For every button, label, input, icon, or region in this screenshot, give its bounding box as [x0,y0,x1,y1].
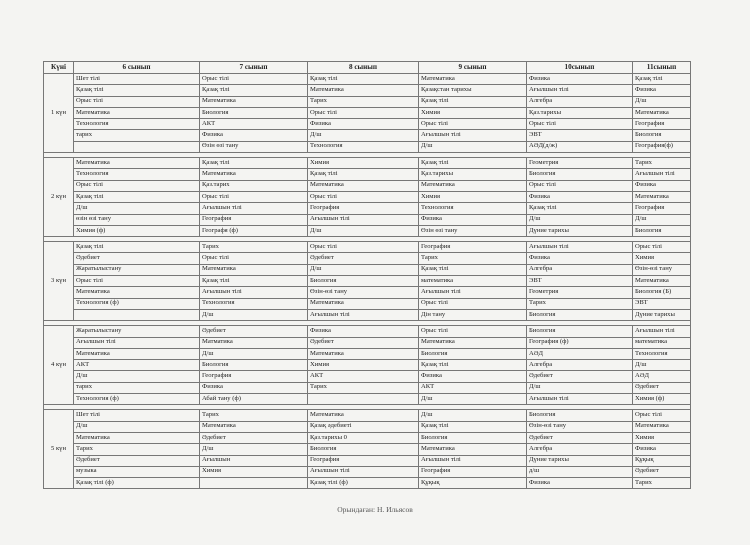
day-label: 2 күн [44,158,74,237]
lesson-cell: Қаз.тарихы [419,169,527,180]
lesson-cell: Қазақ тілі [419,264,527,275]
lesson-cell: Тарих [633,478,691,489]
lesson-cell: Ағылшын тілі [633,169,691,180]
footer-signature: Орындаған: Н. Ильясов [337,505,413,514]
lesson-cell: Құқық [419,478,527,489]
lesson-cell: Матматика [200,337,308,348]
lesson-cell: Қазақ тілі [633,74,691,85]
lesson-cell: өзін өзі тану [74,214,200,225]
lesson-cell: Ағылшын тілі [527,85,633,96]
schedule-row [44,444,691,455]
lesson-cell: География [419,242,527,253]
lesson-cell: Қаз.тарихы [527,107,633,118]
lesson-cell: Математика [74,287,200,298]
lesson-cell: математика [633,337,691,348]
lesson-cell: География [200,214,308,225]
lesson-cell: Технология [419,203,527,214]
lesson-cell: Физика [633,180,691,191]
schedule-row [44,421,691,432]
lesson-cell: Химия (ф) [633,394,691,405]
lesson-cell: АӘД [527,348,633,359]
lesson-cell: Тарих [308,382,419,393]
lesson-cell: Алгебра [527,444,633,455]
lesson-cell: Физика [527,478,633,489]
lesson-cell: Д/ш [527,214,633,225]
lesson-cell: Әдебиет [633,382,691,393]
lesson-cell: География [200,371,308,382]
lesson-cell: Қазақ тілі [419,96,527,107]
schedule-row [44,478,691,489]
lesson-cell: Орыс тілі [74,180,200,191]
lesson-cell: Алгебра [527,360,633,371]
lesson-cell: Биология [527,309,633,320]
lesson-cell: Биология [419,348,527,359]
lesson-cell: Физика [200,130,308,141]
lesson-cell: Физика [633,444,691,455]
lesson-cell: Химия [419,191,527,202]
lesson-cell: Әдебиет [308,253,419,264]
lesson-cell: ЭВТ [527,276,633,287]
lesson-cell: Тарих [633,158,691,169]
lesson-cell: География [419,466,527,477]
day-label: 1 күн [44,74,74,153]
lesson-cell: Математика [419,337,527,348]
lesson-cell: Қазақ тілі [527,203,633,214]
lesson-cell: Қазақ тілі [308,74,419,85]
lesson-cell: Физика [419,371,527,382]
lesson-cell: Биология (Б) [633,287,691,298]
lesson-cell: Әдебиет [308,337,419,348]
lesson-cell: Физика [633,85,691,96]
schedule-table [43,61,691,489]
schedule-row [44,242,691,253]
lesson-cell: Тарих [200,242,308,253]
lesson-cell: Қаз.тарихы 0 [308,432,419,443]
schedule-row [44,191,691,202]
lesson-cell: Қазақ тілі [74,191,200,202]
lesson-cell: Орыс тілі [527,180,633,191]
lesson-cell: Д/ш [633,214,691,225]
lesson-cell: Абай тану (ф) [200,394,308,405]
lesson-cell: Әдебиет [200,432,308,443]
lesson-cell: Әдебиет [527,371,633,382]
lesson-cell: Өзін өзі тану [419,225,527,236]
lesson-cell: География [633,119,691,130]
lesson-cell: География(ф) [633,141,691,152]
lesson-cell: Д/ш [527,382,633,393]
lesson-cell: Орыс тілі [200,253,308,264]
lesson-cell: Ағылшын тілі [308,466,419,477]
lesson-cell: Орыс тілі [308,242,419,253]
header-class-4: 9 сынып [419,62,527,74]
lesson-cell: Физика [308,119,419,130]
schedule-row [44,169,691,180]
lesson-cell: Биология [527,410,633,421]
lesson-cell: Қазақ тілі [200,158,308,169]
lesson-cell: Химия [200,466,308,477]
day-label: 5 күн [44,410,74,489]
lesson-cell: Д/ш [308,130,419,141]
lesson-cell: Химия [633,253,691,264]
lesson-cell: Д/ш [74,203,200,214]
lesson-cell: Ағылшын тілі [419,455,527,466]
lesson-cell: Биология [200,360,308,371]
lesson-cell: Қазақ тілі (ф) [308,478,419,489]
lesson-cell: Ағылшын [200,455,308,466]
lesson-cell: Орыс тілі [419,119,527,130]
schedule-row [44,371,691,382]
schedule-row [44,287,691,298]
lesson-cell: АКТ [74,360,200,371]
day-label: 4 күн [44,326,74,405]
lesson-cell: Физика [308,326,419,337]
lesson-cell: Д/ш [200,309,308,320]
lesson-cell: Ағылшын тілі [419,130,527,141]
lesson-cell: Тарих [200,410,308,421]
lesson-cell: Физика [527,74,633,85]
lesson-cell: АӘД [633,371,691,382]
lesson-cell: Физика [419,214,527,225]
lesson-cell: Ағылшын тілі [74,337,200,348]
lesson-cell: Д/ш [633,360,691,371]
lesson-cell: Д/ш [419,394,527,405]
lesson-cell: Жаратылыстану [74,326,200,337]
lesson-cell: Қазақ тілі [200,276,308,287]
lesson-cell: Математика [633,107,691,118]
lesson-cell: Физика [200,382,308,393]
schedule-row [44,337,691,348]
lesson-cell: Әдебиет [527,432,633,443]
lesson-cell: Ағылшын тілі [633,326,691,337]
lesson-cell: Математика [200,421,308,432]
lesson-cell: Д/ш [200,348,308,359]
lesson-cell: Математика [74,432,200,443]
lesson-cell: Математика [308,298,419,309]
schedule-row [44,119,691,130]
schedule-row [44,225,691,236]
lesson-cell: тарих [74,382,200,393]
lesson-cell: Жаратылыстану [74,264,200,275]
lesson-cell: Географя (ф) [200,225,308,236]
lesson-cell: Орыс тілі [308,107,419,118]
lesson-cell: Қазақ тілі [74,242,200,253]
lesson-cell: Өзін-өзі тану [633,264,691,275]
lesson-cell: Математика [419,180,527,191]
lesson-cell: Қазақ әдебиеті [308,421,419,432]
header-class-1: 6 сынып [74,62,200,74]
lesson-cell: Д/ш [74,371,200,382]
lesson-cell: АӘД(д/ж) [527,141,633,152]
schedule-row [44,180,691,191]
lesson-cell: Қазақстан тарихы [419,85,527,96]
schedule-row [44,382,691,393]
lesson-cell: Ағылшын тілі [200,203,308,214]
lesson-cell: Ағылшын тілі [308,309,419,320]
lesson-cell: Орыс тілі [633,410,691,421]
lesson-cell: Алгебра [527,264,633,275]
lesson-cell: Шет тілі [74,74,200,85]
schedule-row [44,466,691,477]
schedule-row [44,394,691,405]
lesson-cell: Әдебиет [74,253,200,264]
schedule-row [44,360,691,371]
lesson-cell: Химия (ф) [74,225,200,236]
schedule-row [44,410,691,421]
lesson-cell: Технология (ф) [74,298,200,309]
lesson-cell: Дүние тарихы [527,455,633,466]
schedule-row [44,309,691,320]
lesson-cell [74,141,200,152]
lesson-cell: АКТ [419,382,527,393]
lesson-cell: Математика [419,444,527,455]
lesson-cell: Құқық [633,455,691,466]
schedule-row [44,158,691,169]
lesson-cell: музыка [74,466,200,477]
lesson-cell: Орыс тілі [419,298,527,309]
schedule-row [44,432,691,443]
lesson-cell: Өзін-өзі тану [527,421,633,432]
lesson-cell: Орыс тілі [308,191,419,202]
lesson-cell: Дін тану [419,309,527,320]
lesson-cell: Химия [419,107,527,118]
schedule-row [44,130,691,141]
lesson-cell: Биология [308,276,419,287]
schedule-row [44,96,691,107]
header-day: Күні [44,62,74,74]
lesson-cell: Математика [74,158,200,169]
lesson-cell: Әдебиет [633,466,691,477]
lesson-cell: Биология [633,225,691,236]
lesson-cell: Технология [633,348,691,359]
lesson-cell: тарих [74,130,200,141]
lesson-cell: Орыс тілі [200,74,308,85]
lesson-cell: Математика [308,410,419,421]
schedule-row [44,253,691,264]
lesson-cell: Математика [419,74,527,85]
lesson-cell: Технология [308,141,419,152]
lesson-cell: Тарих [419,253,527,264]
lesson-cell: Ағылшын тілі [200,287,308,298]
lesson-cell: Тарих [308,96,419,107]
lesson-cell: АКТ [308,371,419,382]
lesson-cell: Орыс тілі [200,191,308,202]
lesson-cell: Қаз.тарих [200,180,308,191]
lesson-cell: Химия [308,158,419,169]
schedule-row [44,107,691,118]
schedule-row [44,298,691,309]
schedule-row [44,74,691,85]
lesson-cell: Технология [74,169,200,180]
lesson-cell: Биология [527,169,633,180]
lesson-cell: математика [419,276,527,287]
lesson-cell: Биология [308,444,419,455]
lesson-cell [308,394,419,405]
lesson-cell: Д/ш [633,96,691,107]
schedule-row [44,276,691,287]
lesson-cell: Биология [200,107,308,118]
lesson-cell: Физика [527,191,633,202]
lesson-cell: Математика [308,180,419,191]
lesson-cell: Химия [308,360,419,371]
lesson-cell: Математика [633,191,691,202]
lesson-cell: Д/ш [419,410,527,421]
lesson-cell: Әдебиет [74,455,200,466]
lesson-cell: Орыс тілі [74,96,200,107]
lesson-cell: Қазақ тілі [419,360,527,371]
schedule-row [44,326,691,337]
lesson-cell: Орыс тілі [419,326,527,337]
schedule-row [44,203,691,214]
lesson-cell: Тарих [527,298,633,309]
lesson-cell: Математика [200,169,308,180]
lesson-cell: Технология [200,298,308,309]
lesson-cell: География [308,203,419,214]
lesson-cell: Орыс тілі [527,119,633,130]
lesson-cell: Д/ш [74,421,200,432]
lesson-cell: Қазақ тілі [74,85,200,96]
day-label: 3 күн [44,242,74,321]
lesson-cell: Д/ш [308,264,419,275]
lesson-cell: Технология [74,119,200,130]
lesson-cell: Ағылшын тілі [527,394,633,405]
lesson-cell: ЭВТ [633,298,691,309]
lesson-cell: Дүние тарихы [527,225,633,236]
lesson-cell: Математика [633,421,691,432]
lesson-cell: Ағылшын тілі [419,287,527,298]
lesson-cell: Геометрия [527,287,633,298]
lesson-cell: Математика [200,264,308,275]
schedule-row [44,85,691,96]
lesson-cell: Математика [308,348,419,359]
lesson-cell: Геометрия [527,158,633,169]
schedule-row [44,455,691,466]
lesson-cell: Қазақ тілі (ф) [74,478,200,489]
lesson-cell [200,478,308,489]
schedule-row [44,214,691,225]
lesson-cell: Орыс тілі [74,276,200,287]
lesson-cell: Д/ш [308,225,419,236]
lesson-cell [74,309,200,320]
lesson-cell: Қазақ тілі [419,421,527,432]
lesson-cell: Дүние тарихы [633,309,691,320]
lesson-cell: Математика [308,85,419,96]
lesson-cell: Өзін өзі тану [200,141,308,152]
header-class-2: 7 сынып [200,62,308,74]
lesson-cell: Биология [633,130,691,141]
header-class-3: 8 сынып [308,62,419,74]
lesson-cell: АКТ [200,119,308,130]
lesson-cell: Физика [527,253,633,264]
header-class-6: 11сынып [633,62,691,74]
lesson-cell: Математика [74,348,200,359]
lesson-cell: География [308,455,419,466]
lesson-cell: Қазақ тілі [308,169,419,180]
lesson-cell: Қазақ тілі [200,85,308,96]
lesson-cell: География [633,203,691,214]
lesson-cell: Тарих [74,444,200,455]
lesson-cell: д/ш [527,466,633,477]
lesson-cell: Әдебиет [200,326,308,337]
lesson-cell: Химия [633,432,691,443]
lesson-cell: Биология [527,326,633,337]
lesson-cell: Шет тілі [74,410,200,421]
lesson-cell: Биология [419,432,527,443]
lesson-cell: ЭВТ [527,130,633,141]
schedule-row [44,141,691,152]
lesson-cell: Ағылшын тілі [308,214,419,225]
schedule-row [44,348,691,359]
lesson-cell: Орыс тілі [633,242,691,253]
header-row [44,62,691,74]
schedule-row [44,264,691,275]
lesson-cell: Математика [74,107,200,118]
lesson-cell: Ағылшын тілі [527,242,633,253]
lesson-cell: Математика [633,276,691,287]
lesson-cell: Қазақ тілі [419,158,527,169]
lesson-cell: Алгебра [527,96,633,107]
lesson-cell: Математика [200,96,308,107]
header-class-5: 10сынып [527,62,633,74]
lesson-cell: Өзін-өзі тану [308,287,419,298]
lesson-cell: География (ф) [527,337,633,348]
lesson-cell: Д/ш [419,141,527,152]
lesson-cell: Технология (ф) [74,394,200,405]
lesson-cell: Д/ш [200,444,308,455]
